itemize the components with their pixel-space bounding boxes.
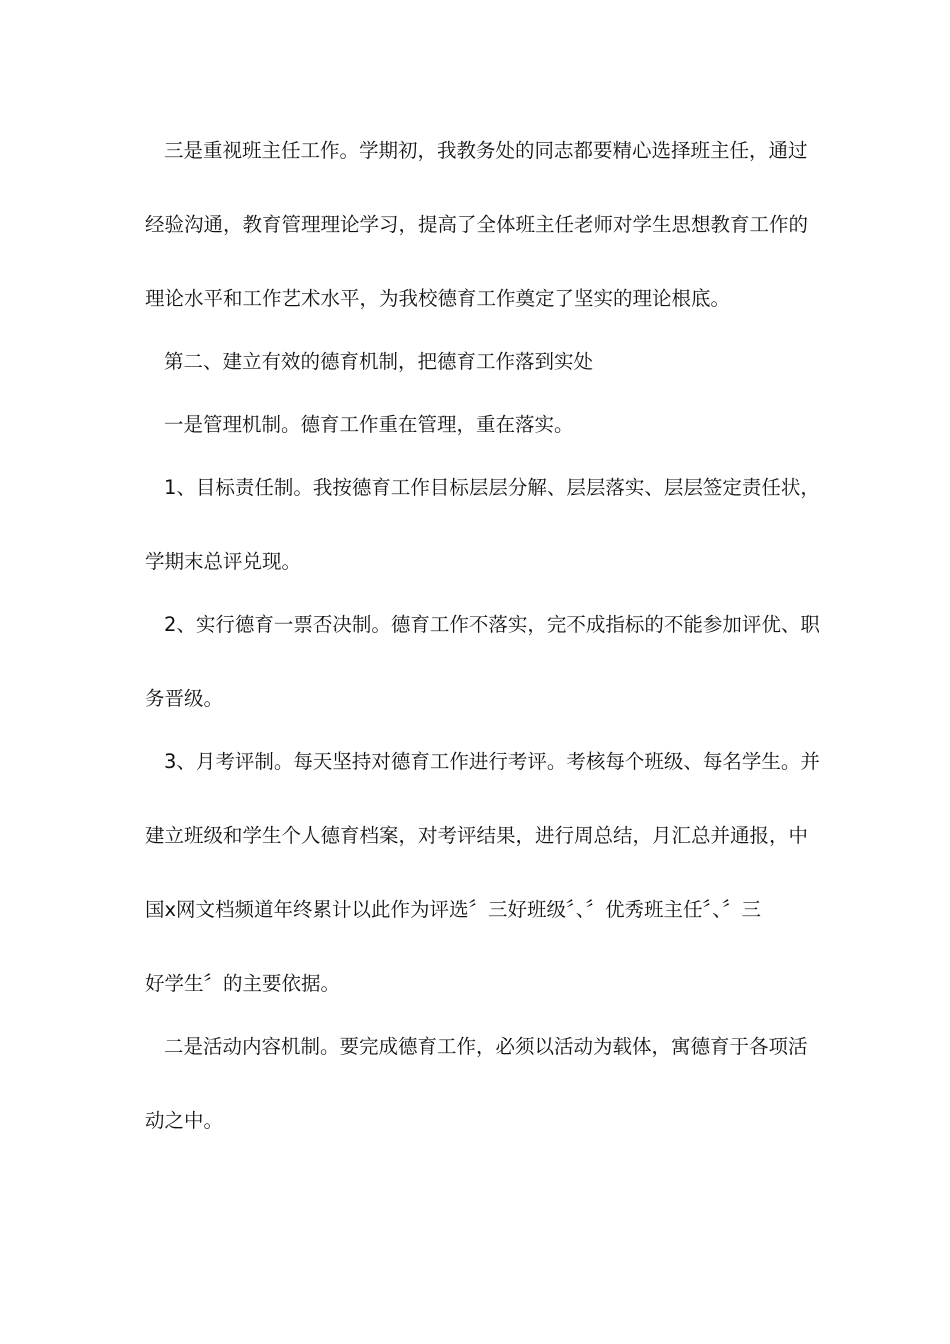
list-item-line: 3、月考评制。每天坚持对德育工作进行考评。考核每个班级、每名学生。并 xyxy=(164,750,820,773)
list-item-line: 务晋级。 xyxy=(145,687,224,710)
list-item-line: 2、实行德育一票否决制。德育工作不落实，完不成指标的不能参加评优、职 xyxy=(164,613,820,636)
paragraph-line: 动之中。 xyxy=(145,1109,224,1132)
list-item-line: 学期末总评兑现。 xyxy=(145,550,302,573)
list-item-line: 国x网文档频道年终累计以此作为评选〞三好班级〞、〞优秀班主任〞、〞三 xyxy=(145,898,762,921)
paragraph-line: 一是管理机制。德育工作重在管理，重在落实。 xyxy=(164,413,574,436)
section-heading: 第二、建立有效的德育机制，把德育工作落到实处 xyxy=(164,350,594,373)
paragraph-line: 经验沟通，教育管理理论学习，提高了全体班主任老师对学生思想教育工作的 xyxy=(145,213,809,236)
paragraph-line: 三是重视班主任工作。学期初，我教务处的同志都要精心选择班主任，通过 xyxy=(164,139,808,162)
list-item-line: 好学生〞的主要依据。 xyxy=(145,972,341,995)
paragraph-line: 二是活动内容机制。要完成德育工作，必须以活动为载体，寓德育于各项活 xyxy=(164,1035,808,1058)
paragraph-line: 理论水平和工作艺术水平，为我校德育工作奠定了坚实的理论根底。 xyxy=(145,287,731,310)
list-item-line: 建立班级和学生个人德育档案，对考评结果，进行周总结，月汇总并通报，中 xyxy=(145,824,809,847)
list-item-line: 1、目标责任制。我按德育工作目标层层分解、层层落实、层层签定责任状， xyxy=(164,476,820,499)
